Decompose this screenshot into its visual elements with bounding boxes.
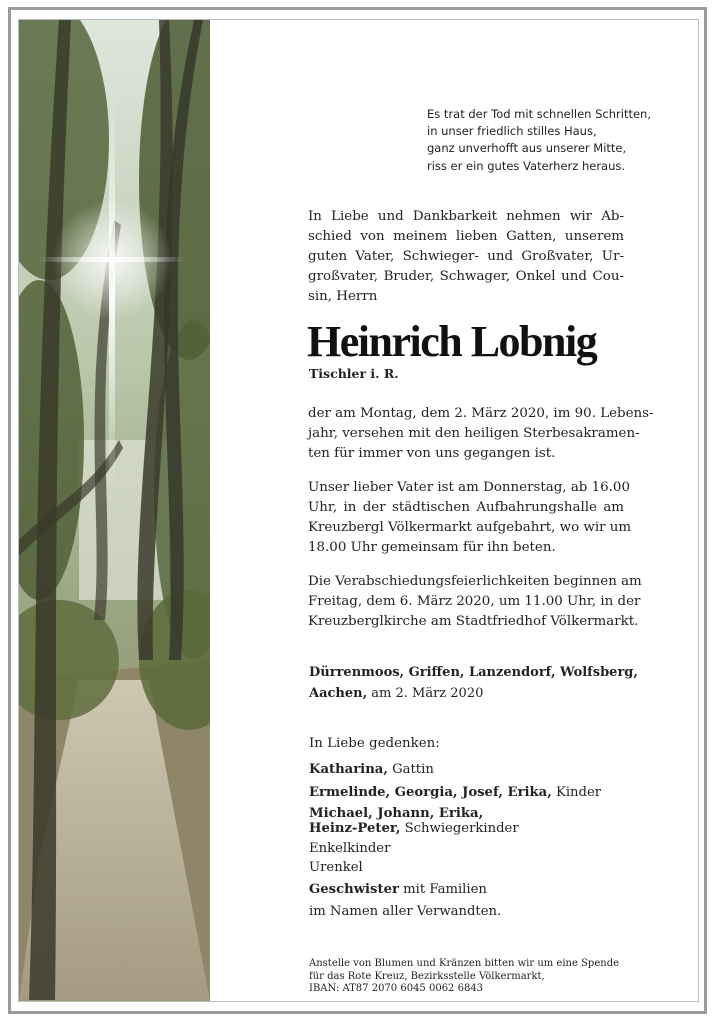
death-paragraph	[308, 404, 654, 464]
mourner-names: Michael, Johann, Erika,	[309, 806, 484, 821]
mourner-role: Schwiegerkinder	[400, 821, 519, 836]
intro-line: In Liebe und Dankbarkeit nehmen wir Ab-	[308, 209, 624, 224]
poem-line: Es trat der Tod mit schnellen Schritten,	[427, 107, 651, 121]
funeral-line: Kreuzberglkirche am Stadtfriedhof Völkermarkt.	[308, 614, 639, 629]
death-line: der am Montag, dem 2. März 2020, im 90. Lebens-	[308, 406, 654, 421]
place-date	[309, 662, 638, 704]
death-line: ten für immer von uns gegangen ist.	[308, 446, 556, 461]
mourner-role: mit Familien	[398, 882, 487, 897]
funeral-paragraph	[308, 572, 642, 632]
mourner-names: Ermelinde, Georgia, Josef, Erika,	[309, 785, 552, 800]
intro-line: großvater, Bruder, Schwager, Onkel und Cou-	[308, 269, 624, 284]
intro-line: schied von meinem lieben Gatten, unserem	[308, 229, 624, 244]
mourner-group: Enkelkinder	[309, 841, 391, 856]
viewing-line: Uhr, in der städtischen Aufbahrungshalle am	[308, 500, 624, 515]
donation-line: für das Rote Kreuz, Bezirksstelle Völkermarkt,	[309, 970, 545, 982]
donation-line: Anstelle von Blumen und Kränzen bitten wir um eine Spende	[309, 958, 620, 969]
mourner-names: Katharina,	[309, 762, 388, 777]
mourner-group: im Namen aller Verwandten.	[309, 904, 502, 919]
intro-line: guten Vater, Schwieger- und Großvater, Ur-	[308, 249, 624, 264]
viewing-line: Unser lieber Vater ist am Donnerstag, ab 16.00	[308, 480, 630, 495]
viewing-line: 18.00 Uhr gemeinsam für ihn beten.	[308, 540, 556, 555]
place-list: Dürrenmoos, Griffen, Lanzendorf, Wolfsberg,	[309, 665, 638, 680]
funeral-line: Die Verabschiedungsfeierlichkeiten beginnen am	[308, 574, 642, 589]
viewing-paragraph	[308, 478, 632, 558]
poem-line: in unser friedlich stilles Haus,	[427, 124, 597, 139]
mourner-role: Gattin	[387, 762, 434, 777]
intro-paragraph	[308, 207, 624, 307]
mourners-heading: In Liebe gedenken:	[309, 736, 440, 751]
mourner-role: Kinder	[551, 785, 602, 800]
place-date-text: am 2. März 2020	[367, 686, 484, 701]
deceased-title: Tischler i. R.	[309, 366, 399, 381]
poem-line: ganz unverhofft aus unserer Mitte,	[427, 141, 627, 156]
forest-path-cross-image	[19, 20, 210, 1001]
mourner-group: Urenkel	[309, 860, 363, 875]
mourner-names: Heinz-Peter,	[309, 821, 401, 836]
viewing-line: Kreuzbergl Völkermarkt aufgebahrt, wo wir um	[308, 520, 632, 535]
poem	[427, 106, 651, 175]
funeral-line: Freitag, dem 6. März 2020, um 11.00 Uhr, in der	[308, 594, 641, 609]
mourner-names: Geschwister	[309, 882, 399, 897]
deceased-name: Heinrich Lobnig	[307, 317, 597, 366]
death-line: jahr, versehen mit den heiligen Sterbesakramen-	[308, 426, 640, 441]
donation-iban: IBAN: AT87 2070 6045 0062 6843	[309, 983, 484, 994]
poem-line: riss er ein gutes Vaterherz heraus.	[427, 158, 626, 173]
intro-line: sin, Herrn	[308, 289, 378, 304]
mourners-list	[309, 760, 601, 921]
place-last: Aachen,	[309, 686, 368, 701]
donation-note	[309, 958, 619, 996]
